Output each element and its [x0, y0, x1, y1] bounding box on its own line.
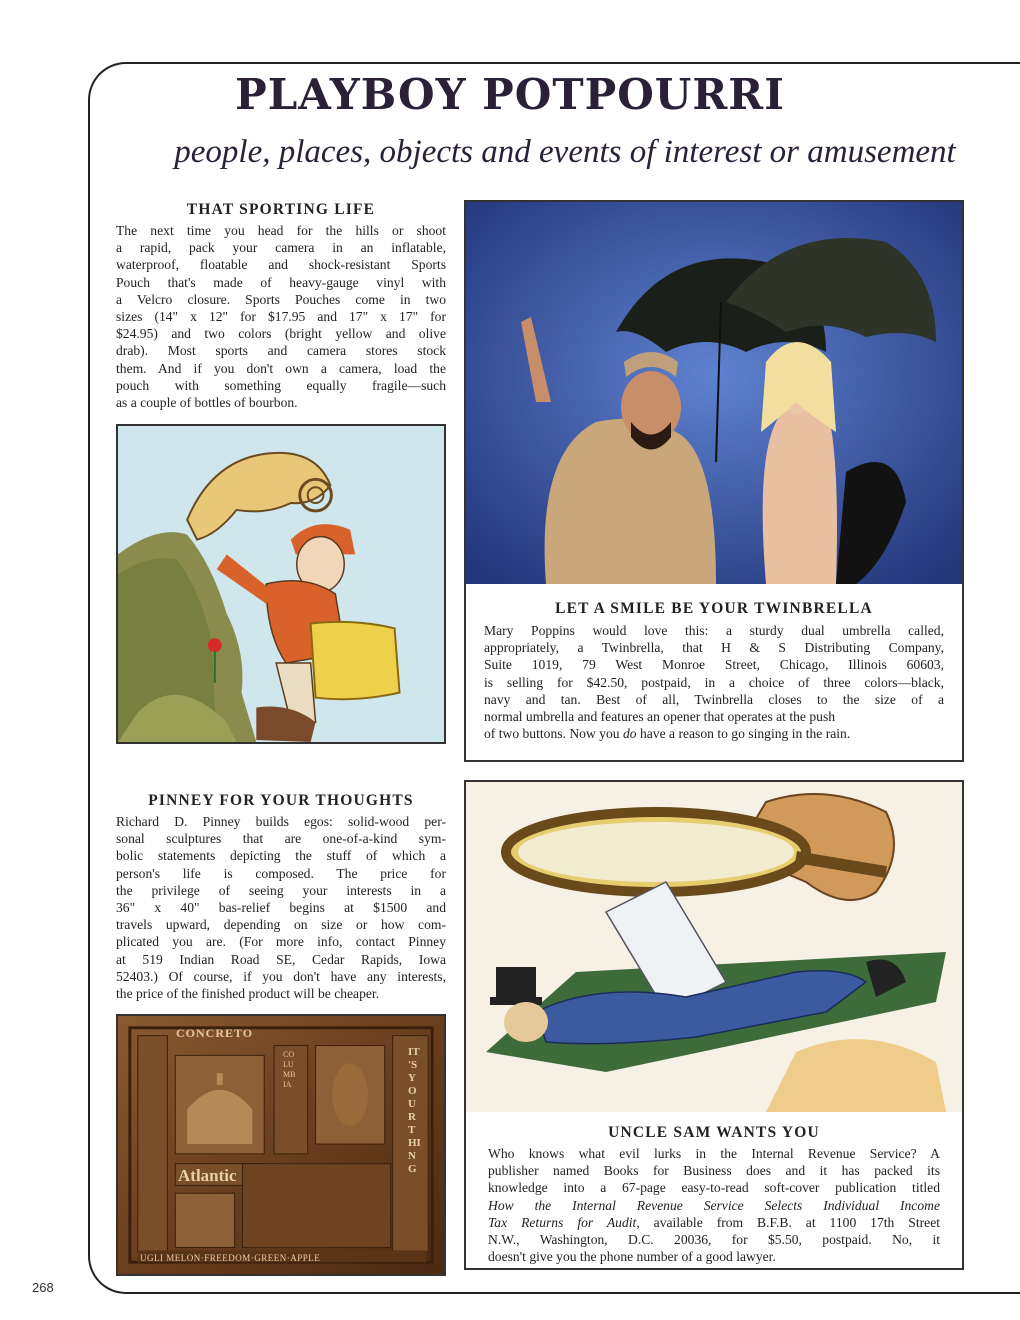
twinbrella-last-pre: of two buttons. Now you [484, 726, 623, 742]
plaque-side-text: IT'S YOUR THING [408, 1046, 421, 1175]
sporting-line-11: as a couple of bottles of bourbon. [116, 395, 298, 411]
uncle-sam-line-6: N.W., Washington, D.C. 20036, for $5.50, postpaid. No, it [488, 1232, 940, 1248]
wood-sculpture-photo [116, 1014, 446, 1276]
pinney-heading: PINNEY FOR YOUR THOUGHTS [148, 792, 414, 809]
twinbrella-heading: LET A SMILE BE YOUR TWINBRELLA [555, 600, 873, 617]
pinney-line-3: bolic statements depicting the stuff of which a [116, 848, 446, 864]
twinbrella-line-2: appropriately, a Twinbrella, that H & S Distributing Company, [484, 640, 944, 656]
pinney-line-9: at 519 Indian Road SE, Cedar Rapids, Iowa [116, 951, 446, 967]
plaque-top-text: CONCRETO [176, 1026, 254, 1040]
page-number: 268 [32, 1280, 54, 1295]
sporting-line-10: pouch with something equally fragile—such [116, 377, 446, 393]
sporting-line-3: waterproof, floatable and shock-resistant Sports [116, 257, 446, 273]
uncle-sam-heading: UNCLE SAM WANTS YOU [608, 1124, 820, 1141]
sporting-line-8: drab). Most sports and camera stores stock [116, 343, 446, 359]
sporting-body [116, 222, 446, 411]
sporting-line-9: them. And if you don't own a camera, load the [116, 360, 446, 376]
uncle-sam-line-7: doesn't give you the phone number of a good lawyer. [488, 1249, 776, 1265]
climber-illustration [116, 424, 446, 744]
uncle-sam-line-1: Who knows what evil lurks in the Internal Revenue Service? A [488, 1146, 940, 1161]
pinney-line-10: 52403.) Of course, if you don't have any interests, [116, 968, 446, 984]
uncle-sam-line-5 [488, 1214, 940, 1231]
sporting-line-7: $24.95) and two colors (bright yellow and olive [116, 326, 446, 342]
pinney-line-2: sonal sculptures that are one-of-a-kind sym- [116, 831, 446, 847]
plaque-columbia: COLUMBIA [283, 1050, 296, 1089]
pinney-line-7: travels upward, depending on size or how com- [116, 917, 446, 933]
irs-illustration [466, 782, 962, 1112]
book-title-part-2: Tax Returns for Audit [488, 1214, 637, 1230]
page-subtitle: people, places, objects and events of interest or amusement [174, 134, 956, 170]
twinbrella-line-5: navy and tan. Best of all, Twinbrella closes to the size of a [484, 691, 944, 707]
plaque-bottom-text: UGLI MELON·FREEDOM·GREEN·APPLE [140, 1253, 321, 1263]
page-title: PLAYBOY POTPOURRI [235, 70, 785, 119]
sporting-line-6: sizes (14" x 12" for $17.95 and 17" x 17" for [116, 309, 446, 325]
sporting-line-4: Pouch that's made of heavy-gauge vinyl with [116, 274, 446, 290]
pinney-line-1: Richard D. Pinney builds egos: solid-wood per- [116, 814, 446, 829]
uncle-sam-line-4 [488, 1197, 940, 1214]
twinbrella-last-post: have a reason to go singing in the rain. [636, 726, 851, 742]
uncle-sam-line-2: publisher named Books for Business does and it has packed its [488, 1163, 940, 1179]
twinbrella-photo [466, 202, 962, 584]
twinbrella-line-last [484, 725, 944, 742]
sporting-heading: THAT SPORTING LIFE [186, 201, 376, 218]
twinbrella-line-6: normal umbrella and features an opener that operates at the push [484, 709, 836, 725]
twinbrella-last-emphasis: do [622, 726, 637, 742]
book-title-part-1: How the Internal Revenue Service Selects Individual Income [488, 1197, 940, 1213]
uncle-sam-box [464, 780, 964, 1270]
sporting-line-2: a rapid, pack your camera in an inflatable, [116, 240, 446, 256]
plaque-atlantic: Atlantic [178, 1166, 237, 1185]
uncle-sam-line-3: knowledge into a 67-page easy-to-read soft-cover publication titled [488, 1180, 940, 1196]
pinney-body [116, 813, 446, 1002]
pinney-line-4: person's life is composed. The price for [116, 865, 446, 881]
pinney-line-6: 36" x 40" bas-relief begins at $1500 and [116, 900, 446, 916]
pinney-line-11: the price of the finished product will be cheaper. [116, 986, 380, 1002]
twinbrella-line-4: is selling for $42.50, postpaid, in a choice of three colors—black, [484, 674, 944, 690]
sporting-line-5: a Velcro closure. Sports Pouches come in two [116, 291, 446, 307]
pinney-line-5: the privilege of seeing your interests in a [116, 882, 446, 898]
twinbrella-line-3: Suite 1019, 79 West Monroe Street, Chicago, Illinois 60603, [484, 657, 944, 673]
pinney-line-8: plicated you are. (For more info, contact Pinney [116, 934, 446, 950]
twinbrella-box [464, 200, 964, 762]
twinbrella-line-1: Mary Poppins would love this: a sturdy dual umbrella called, [484, 623, 944, 638]
uncle-sam-line-5-rest: , available from B.F.B. at 1100 17th Street [636, 1214, 940, 1230]
sporting-line-1: The next time you head for the hills or shoot [116, 223, 446, 238]
uncle-sam-body [488, 1145, 940, 1265]
twinbrella-body [484, 622, 944, 742]
